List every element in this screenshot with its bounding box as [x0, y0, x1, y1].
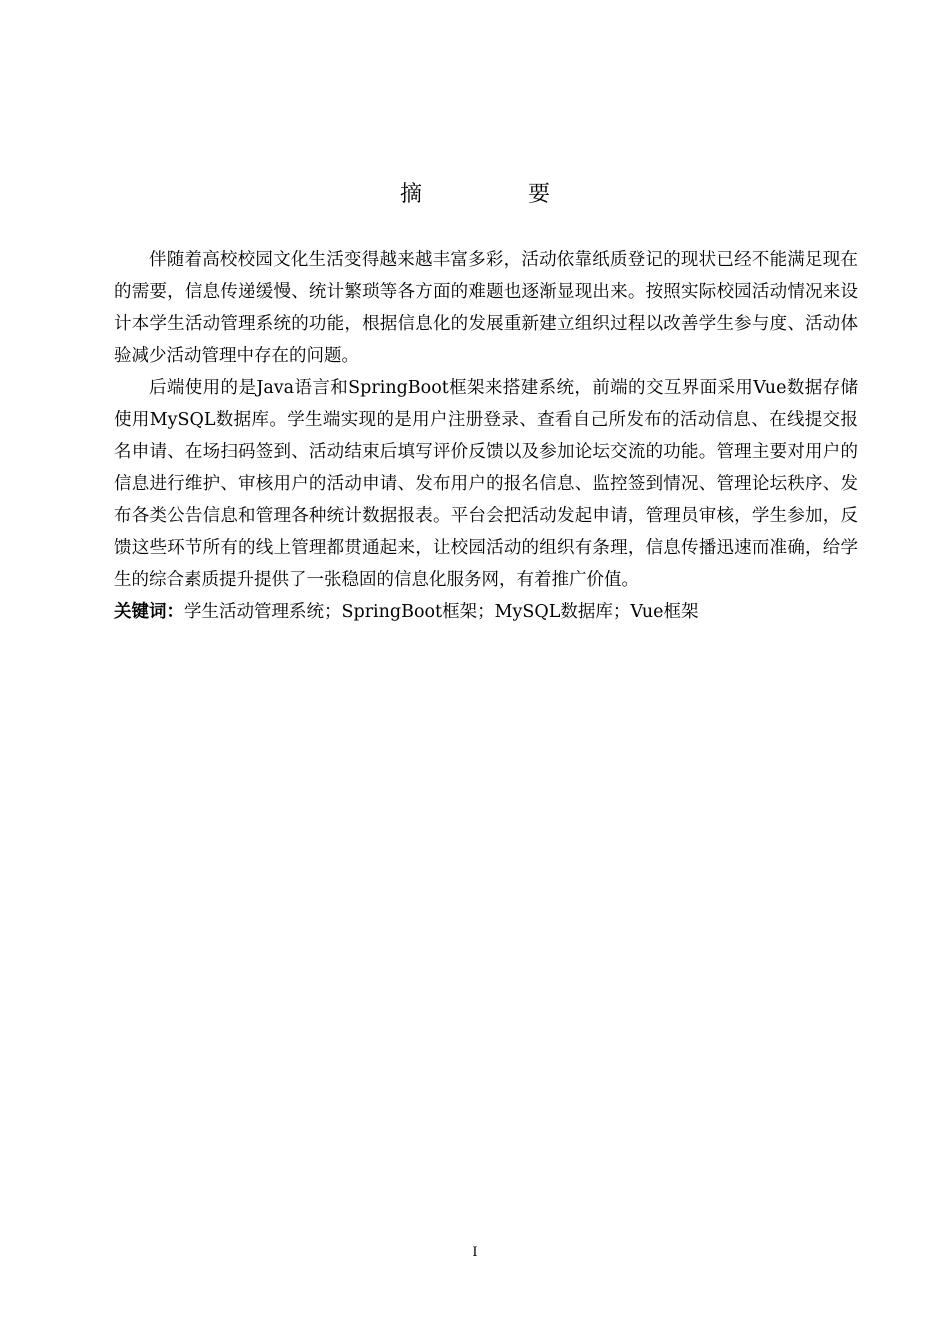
page-number: I [472, 1245, 478, 1260]
abstract-paragraph-1: 伴随着高校校园文化生活变得越来越丰富多彩，活动依靠纸质登记的现状已经不能满足现在的需要，信息传递缓慢、统计繁琐等各方面的难题也逐渐显现出来。按照实际校园活动情况来设计本学生活动管理系统的功能，根据信息化的发展重新建立组织过程以改善学生参与度、活动体验减少活动管理中存在的问题。 [114, 250, 858, 366]
abstract-body [114, 244, 858, 628]
keywords-text: 学生活动管理系统；SpringBoot框架；MySQL数据库；Vue框架 [184, 602, 699, 622]
keywords-label: 关键词： [114, 602, 184, 622]
abstract-title: 摘 要 [399, 182, 592, 207]
abstract-paragraph-2: 后端使用的是Java语言和SpringBoot框架来搭建系统，前端的交互界面采用Vue数据存储使用MySQL数据库。学生端实现的是用户注册登录、查看自己所发布的活动信息、在线提交报名申请、在场扫码签到、活动结束后填写评价反馈以及参加论坛交流的功能。管理主要对用户的信息进行维护、审核用户的活动申请、发布用户的报名信息、监控签到情况、管理论坛秩序、发布各类公告信息和管理各种统计数据报表。平台会把活动发起申请，管理员审核，学生参加，反馈这些环节所有的线上管理都贯通起来，让校园活动的组织有条理，信息传播迅速而准确，给学生的综合素质提升提供了一张稳固的信息化服务网，有着推广价值。 [114, 378, 858, 590]
keywords-line [114, 596, 858, 628]
